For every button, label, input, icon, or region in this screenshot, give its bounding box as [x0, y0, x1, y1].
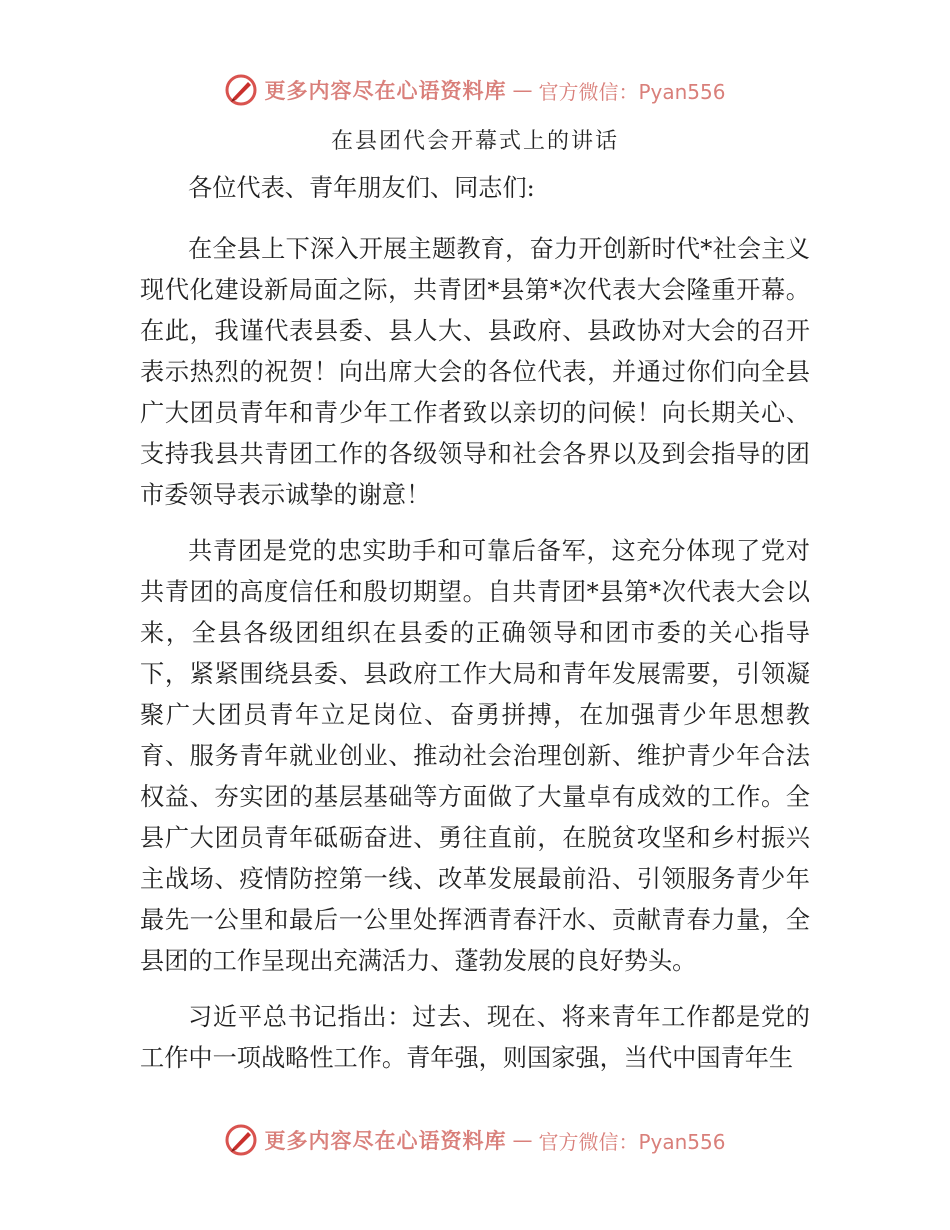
quill-pen-icon: [224, 73, 258, 107]
quill-pen-icon: [224, 1123, 258, 1157]
paragraph-1: 在全县上下深入开展主题教育，奋力开创新时代*社会主义现代化建设新局面之际，共青团*县第*次代表大会隆重开幕。在此，我谨代表县委、县人大、县政府、县政协对大会的召开表示热烈的祝贺！向出席大会的各位代表，并通过你们向全县广大团员青年和青少年工作者致以亲切的问候！向长期关心、支持我县共青团工作的各级领导和社会各界以及到会指导的团市委领导表示诚挚的谢意！: [140, 235, 810, 509]
salutation: 各位代表、青年朋友们、同志们:: [188, 174, 535, 202]
watermark-dash: —: [512, 78, 533, 102]
watermark-banner-top: [0, 70, 950, 110]
paragraph-2: 共青团是党的忠实助手和可靠后备军，这充分体现了党对共青团的高度信任和殷切期望。自共青团*县第*次代表大会以来，全县各级团组织在县委的正确领导和团市委的关心指导下，紧紧围绕县委、县政府工作大局和青年发展需要，引领凝聚广大团员青年立足岗位、奋勇拼搏，在加强青少年思想教育、服务青年就业创业、推动社会治理创新、维护青少年合法权益、夯实团的基层基础等方面做了大量卓有成效的工作。全县广大团员青年砥砺奋进、勇往直前，在脱贫攻坚和乡村振兴主战场、疫情防控第一线、改革发展最前沿、引领服务青少年最先一公里和最后一公里处挥洒青春汗水、贡献青春力量，全县团的工作呈现出充满活力、蓬勃发展的良好势头。: [140, 537, 810, 975]
watermark-banner-bottom: [0, 1120, 950, 1160]
watermark-brand: 更多内容尽在心语资料库: [264, 1129, 507, 1153]
watermark-brand: 更多内容尽在心语资料库: [264, 79, 507, 103]
paragraph-3: 习近平总书记指出：过去、现在、将来青年工作都是党的工作中一项战略性工作。青年强，则国家强，当代中国青年生: [140, 1003, 810, 1072]
document-body: [140, 168, 810, 1094]
watermark-wechat: 官方微信：Pyan556: [538, 79, 726, 104]
watermark-dash: —: [512, 1128, 533, 1152]
document-title: 在县团代会开幕式上的讲话: [330, 129, 619, 154]
watermark-wechat: 官方微信：Pyan556: [538, 1129, 726, 1154]
